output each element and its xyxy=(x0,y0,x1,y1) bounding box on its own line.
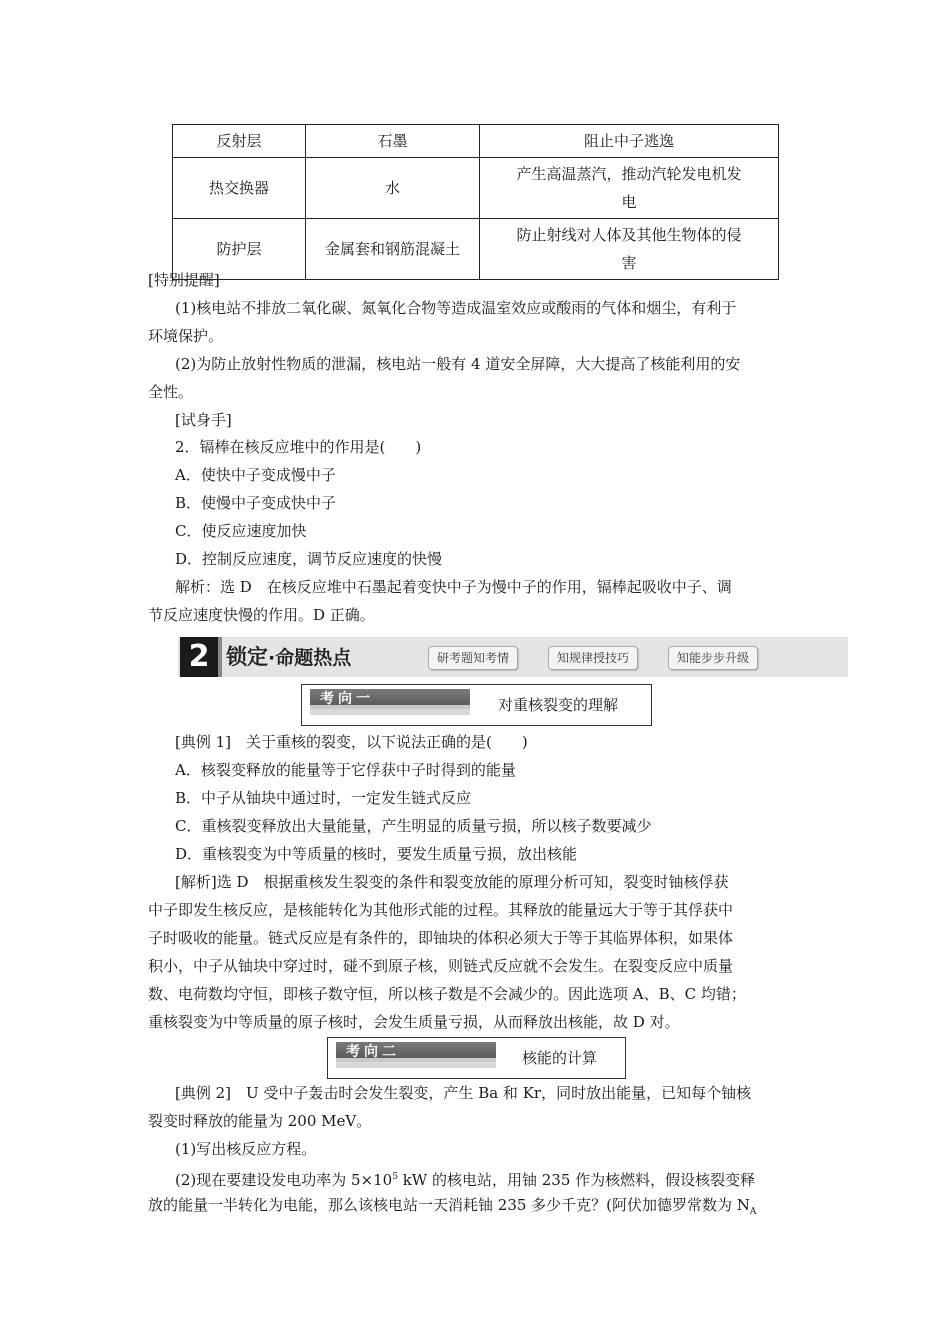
table-cell-function: 防止射线对人体及其他生物体的侵 害 xyxy=(480,219,779,280)
table-cell-function: 阻止中子逃逸 xyxy=(480,125,779,158)
example-2-stem-cont: 裂变时释放的能量为 200 MeV。 xyxy=(148,1112,372,1130)
reminder-point-1-cont: 环境保护。 xyxy=(148,327,224,345)
section-tag: 知能步步升级 xyxy=(668,646,758,670)
direction-tag: 考向二 xyxy=(336,1042,496,1062)
example-1-analysis-cont: 重核裂变为中等质量的原子核时，会发生质量亏损，从而释放出核能，故 D 对。 xyxy=(148,1013,680,1031)
trial-option: D．控制反应速度，调节反应速度的快慢 xyxy=(175,550,443,568)
example-1-analysis-cont: 积小，中子从铀块中穿过时，碰不到原子核，则链式反应就不会发生。在裂变反应中质量 xyxy=(148,957,734,975)
example-2-question-2: (2)现在要建设发电功率为 $5\times 10^5$ kW 的核电站，用铀 235 作为核燃料，假设核裂变释 xyxy=(175,1171,756,1189)
table-cell-material: 金属套和钢筋混凝土 xyxy=(306,219,480,280)
reactor-components-table xyxy=(172,124,779,280)
section-number: 2 xyxy=(180,637,222,677)
example-1-analysis-cont: 数、电荷数均守恒，即核子数守恒，所以核子数是不会减少的。因此选项 A、B、C 均错； xyxy=(148,985,746,1003)
reminder-heading: [特别提醒] xyxy=(148,271,220,289)
table-cell-part: 防护层 xyxy=(173,219,306,280)
trial-heading: [试身手] xyxy=(175,411,232,429)
example-1-option: D．重核裂变为中等质量的核时，要发生质量亏损，放出核能 xyxy=(175,845,578,863)
table-cell-material: 石墨 xyxy=(306,125,480,158)
section-tag: 知规律授技巧 xyxy=(548,646,638,670)
trial-option: C．使反应速度加快 xyxy=(175,522,307,540)
direction-label: 对重核裂变的理解 xyxy=(498,696,619,714)
table-row xyxy=(173,125,779,158)
trial-question: 2．镉棒在核反应堆中的作用是( ) xyxy=(175,438,422,456)
table-cell-part: 反射层 xyxy=(173,125,306,158)
trial-analysis: 解析：选 D 在核反应堆中石墨起着变快中子为慢中子的作用，镉棒起吸收中子、调 xyxy=(175,578,732,596)
direction-label: 核能的计算 xyxy=(522,1049,598,1067)
exponent: 5 xyxy=(392,1172,398,1182)
example-2-question-1: (1)写出核反应方程。 xyxy=(175,1140,317,1158)
direction-tag-shadow xyxy=(336,1062,496,1068)
direction-box xyxy=(301,684,652,726)
example-1-analysis-cont: 子时吸收的能量。链式反应是有条件的，即铀块的体积必须大于等于其临界体积，如果体 xyxy=(148,929,734,947)
example-1-stem: [典例 1] 关于重核的裂变，以下说法正确的是( ) xyxy=(175,733,528,751)
table-cell-material: 水 xyxy=(306,158,480,219)
section-tag: 研考题知考情 xyxy=(428,646,518,670)
example-1-analysis-cont: 中子即发生核反应，是核能转化为其他形式能的过程。其释放的能量远大于等于其俘获中 xyxy=(148,901,734,919)
example-2-stem: [典例 2] U 受中子轰击时会发生裂变，产生 Ba 和 Kr，同时放出能量，已知每个铀核 xyxy=(175,1084,752,1102)
section-title: 锁定·命题热点 xyxy=(226,645,352,669)
table-row xyxy=(173,158,779,219)
example-2-question-2-cont: 放的能量一半转化为电能，那么该核电站一天消耗铀 235 多少千克？(阿伏加德罗常数为 $N_A$ xyxy=(148,1196,757,1217)
reminder-point-2: (2)为防止放射性物质的泄漏，核电站一般有 4 道安全屏障，大大提高了核能利用的安 xyxy=(175,355,741,373)
example-1-option: C．重核裂变释放出大量能量，产生明显的质量亏损，所以核子数要减少 xyxy=(175,817,652,835)
direction-tag-shadow xyxy=(310,709,470,715)
direction-box xyxy=(327,1037,626,1079)
trial-analysis-cont: 节反应速度快慢的作用。D 正确。 xyxy=(148,606,375,624)
direction-tag: 考向一 xyxy=(310,689,470,709)
trial-option: B．使慢中子变成快中子 xyxy=(175,494,337,512)
reminder-point-1: (1)核电站不排放二氧化碳、氮氧化合物等造成温室效应或酸雨的气体和烟尘，有利于 xyxy=(175,299,737,317)
example-1-analysis: [解析]选 D 根据重核发生裂变的条件和裂变放能的原理分析可知，裂变时铀核俘获 xyxy=(175,873,729,891)
table-cell-function: 产生高温蒸汽，推动汽轮发电机发 电 xyxy=(480,158,779,219)
example-1-option: A．核裂变释放的能量等于它俘获中子时得到的能量 xyxy=(175,761,516,779)
trial-option: A．使快中子变成慢中子 xyxy=(175,466,336,484)
example-1-option: B．中子从铀块中通过时，一定发生链式反应 xyxy=(175,789,472,807)
section-banner xyxy=(178,637,848,677)
table-cell-part: 热交换器 xyxy=(173,158,306,219)
subscript: A xyxy=(749,1207,757,1217)
reminder-point-2-cont: 全性。 xyxy=(148,383,194,401)
